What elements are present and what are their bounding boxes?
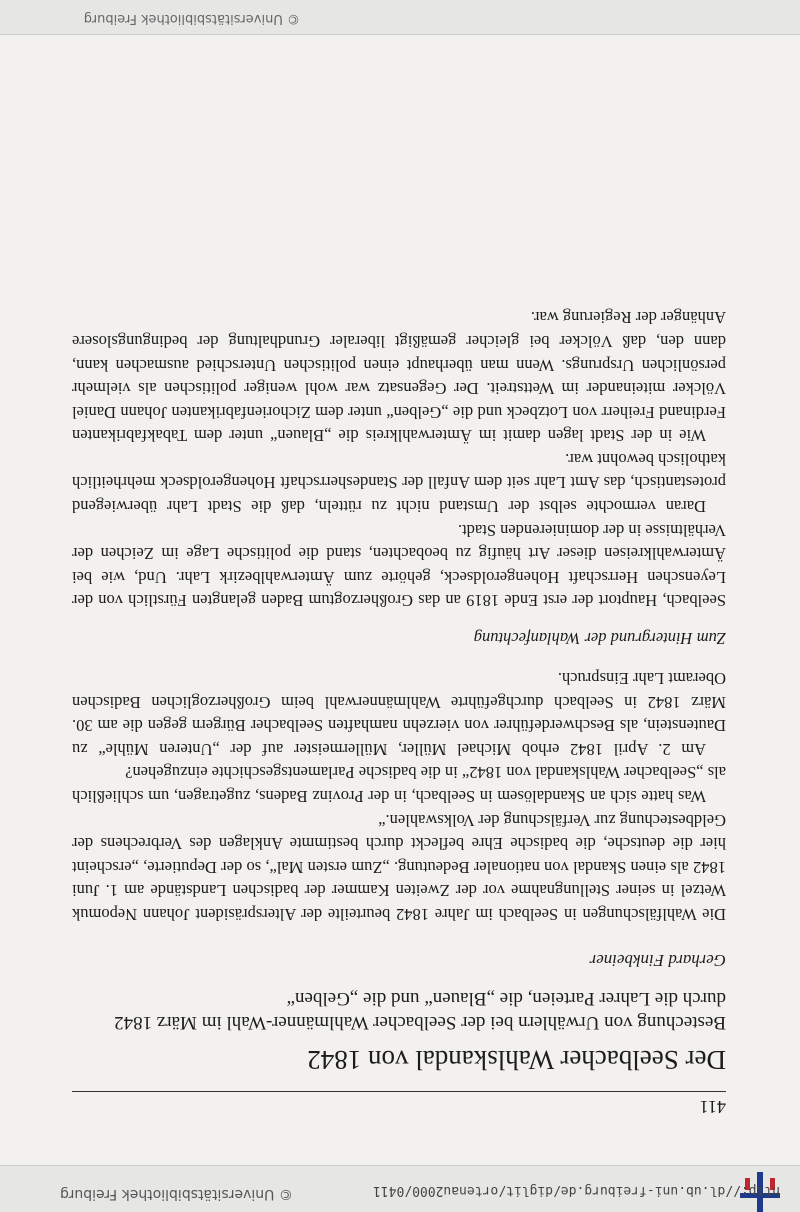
paragraph: Am 2. April 1842 erhob Michael Müller, Müllermeister auf der „Unteren Mühle“ zu Dautenstein, als Beschwerdeführer von vierzehn namhaften Seelbacher Bürgern gegen die am 30. März 1842 in Seelbach durchgeführte Wahlmännerwahl beim Großherzoglichen Badischen Oberamt Lahr Einspruch. — [72, 669, 726, 759]
section-heading: Zum Hintergrund der Wahlanfechtung — [473, 629, 726, 649]
page-number: 411 — [699, 1097, 726, 1117]
copyright-notice: © Universitätsbibliothek Freiburg — [60, 1186, 293, 1202]
document-url[interactable]: http://dl.ub.uni-freiburg.de/diglit/ortenau2000/0411 — [373, 1183, 780, 1198]
paragraph: Seelbach, Hauptort der erst Ende 1819 an das Großherzogtum Baden gelangten Fürstlich von der Leyenschen Herrschaft Hohengeroldseck, gehörte zum Ämterwahlbezirk Lahr. Und, wie bei Ämterwahlkreisen dieser Art häufig zu beobachten, stand die politische Lage im Zeichen der Verhältnisse in der dominierenden Stadt. — [72, 520, 726, 611]
paragraph: Daran vermochte selbst der Umstand nicht zu rütteln, daß die Stadt Lahr überwiegend protestantisch, das Amt Lahr seit dem Anfall der Standesherrschaft Hohengeroldseck mehrheitlich katholisch bewohnt war. — [72, 449, 726, 517]
paragraph: Was hatte sich an Skandalösem in Seelbach, in der Provinz Badens, zugetragen, um schließlich als „Seelbacher Wahlskandal von 1842“ in die badische Parlamentsgeschichte einzugehen? — [72, 763, 726, 807]
viewer-header — [0, 1165, 800, 1212]
paragraph: Die Wahlfälschungen in Seelbach im Jahre 1842 beurteilte der Alterspräsident Johann Nepomuk Wetzel in seiner Stellungnahme vor der Zweiten Kammer der badischen Landstände am 1. Juni 1842 als einen Skandal von nationaler Bedeutung. „Zum ersten Mal“, so der Deputierte, „erscheint hier die deutsche, die badische Ehre befleckt durch bestimmte Anklagen des Verbrechens der Geldbestechung zur Verfälschung der Volkswahlen.“ — [72, 810, 726, 924]
article-subtitle: Bestechung von Urwählern bei der Seelbacher Wahlmänner-Wahl im März 1842 durch die Lahrer Parteien, die „Blauen“ und die „Gelben“ — [114, 988, 726, 1033]
header-rule — [72, 1091, 726, 1092]
footer-copyright: © Universitätsbibliothek Freiburg — [83, 11, 300, 26]
article-author: Gerhard Finkbeiner — [589, 951, 726, 970]
paragraph: Wie in der Stadt lagen damit im Ämterwahlkreis die „Blauen“ unter dem Tabakfabrikanten Ferdinand Freiherr von Lotzbeck und die „Gelben“ unter dem Zichorienfabrikanten Johann Daniel Völcker miteinander im Wettstreit. Der Gegensatz war wohl weniger politischen als vielmehr persönlichen Ursprungs. Wenn man überhaupt einen politischen Unterschied ausmachen kann, dann den, daß Völcker bei gleicher gemäßigt liberaler Grundhaltung der bedingungslosere Anhänger der Regierung war. — [72, 308, 726, 446]
article-title: Der Seelbacher Wahlskandal von 1842 — [307, 1045, 726, 1075]
viewer-footer — [0, 0, 800, 35]
document-page — [72, 306, 726, 1117]
